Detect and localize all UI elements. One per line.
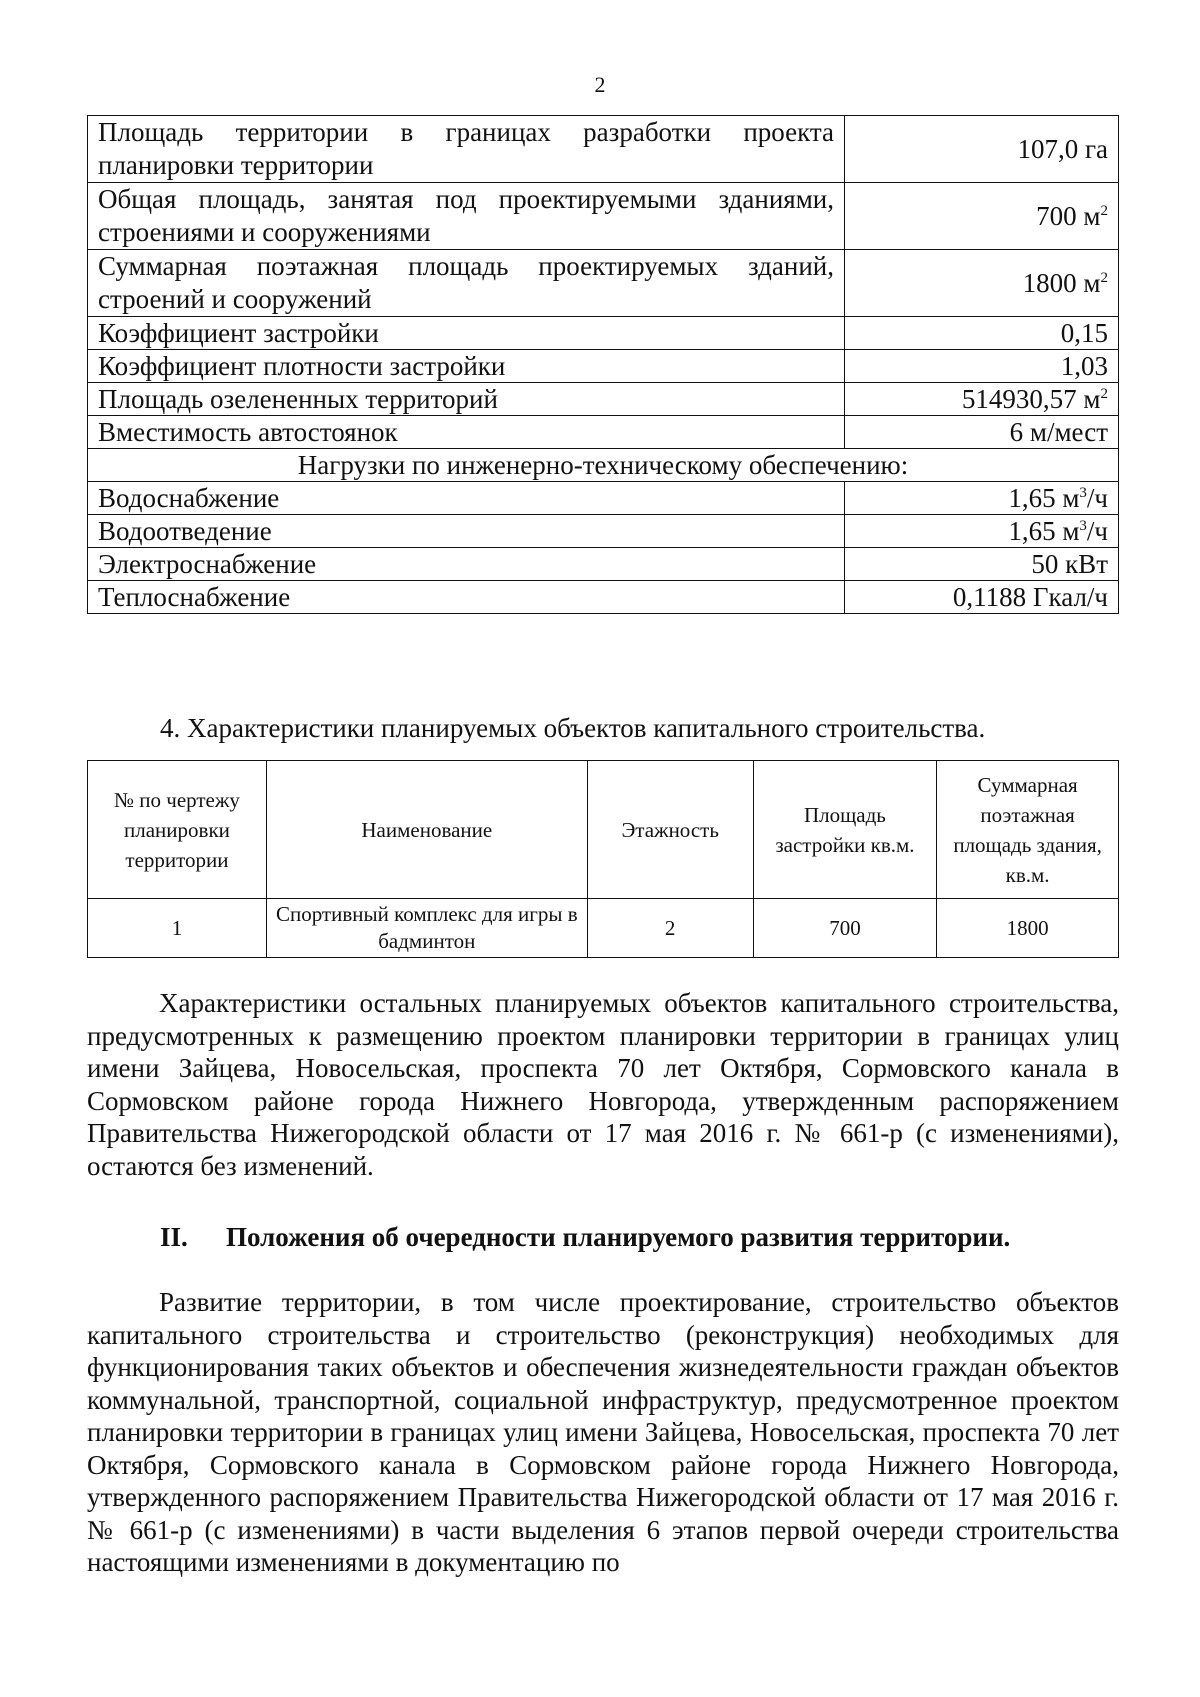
table-cell: 2 [587, 899, 753, 958]
page-number: 2 [594, 72, 606, 97]
objects-table [87, 760, 1119, 958]
param-label: Площадь территории в границах разработки проекта планировки территории [88, 116, 845, 183]
table-row [88, 250, 1119, 317]
table-cell: Спортивный комплекс для игры в бадминтон [266, 899, 587, 958]
param-value: 0,15 [845, 317, 1119, 350]
column-header: Наименование [266, 761, 587, 899]
table-row [88, 548, 1119, 581]
param-label: Вместимость автостоянок [88, 416, 845, 449]
table-row [88, 581, 1119, 614]
load-label: Теплоснабжение [88, 581, 845, 614]
column-header: № по чертежу планировки территории [88, 761, 267, 899]
param-value: 107,0 га [845, 116, 1119, 183]
table-header-row [88, 761, 1119, 899]
load-label: Электроснабжение [88, 548, 845, 581]
table-cell: 700 [753, 899, 937, 958]
parameters-table [87, 115, 1119, 614]
table-row [88, 183, 1119, 250]
param-label: Общая площадь, занятая под проектируемыми зданиями, строениями и сооружениями [88, 183, 845, 250]
param-value: 1800 $м^2$ [845, 250, 1119, 317]
param-value: 1,03 [845, 350, 1119, 383]
table-row [88, 515, 1119, 548]
load-value: 0,1188 Гкал/ч [845, 581, 1119, 614]
param-value: 6 м/мест [845, 416, 1119, 449]
table-row [88, 449, 1119, 482]
section-heading: II. Положения об очередности планируемого развития территории. [160, 1222, 1011, 1252]
table-row [88, 899, 1119, 958]
load-label: Водоотведение [88, 515, 845, 548]
table-row [88, 416, 1119, 449]
column-header: Площадь застройки кв.м. [753, 761, 937, 899]
load-value: 1,65 $м^3/ч$ [845, 482, 1119, 515]
column-header: Этажность [587, 761, 753, 899]
table-row [88, 350, 1119, 383]
section-title: 4. Характеристики планируемых объектов капитального строительства. [160, 713, 986, 743]
load-value: 50 кВт [845, 548, 1119, 581]
param-value: 700 $м^2$ [845, 183, 1119, 250]
table-row [88, 317, 1119, 350]
load-value: 1,65 $м^3/ч$ [845, 515, 1119, 548]
table-row [88, 116, 1119, 183]
param-label: Коэффициент плотности застройки [88, 350, 845, 383]
paragraph-unchanged-characteristics: Характеристики остальных планируемых объектов капитального строительства, предусмотренных к размещению проектом планировки территории в границах улиц имени Зайцева, Новосельская, проспекта 70 лет Октября, Сормовского канала в Сормовском районе города Нижнего Новгорода, утвержденным распоряжением Правительства Нижегородской области от 17 мая 2016 г. № 661-р (с изменениями), остаются без изменений. [87, 988, 1119, 1181]
param-label: Площадь озелененных территорий [88, 383, 845, 416]
table-cell: 1 [88, 899, 267, 958]
param-label: Коэффициент застройки [88, 317, 845, 350]
loads-header: Нагрузки по инженерно-техническому обеспечению: [88, 449, 1119, 482]
paragraph-development-order: Развитие территории, в том числе проектирование, строительство объектов капитального строительства и строительство (реконструкция) необходимых для функционирования таких объектов и обеспечения жизнедеятельности граждан объектов коммунальной, транспортной, социальной инфраструктур, предусмотренное проектом планировки территории в границах улиц имени Зайцева, Новосельская, проспекта 70 лет Октября, Сормовского канала в Сормовском районе города Нижнего Новгорода, утвержденного распоряжением Правительства Нижегородской области от 17 мая 2016 г. № 661-р (с изменениями) в части выделения 6 этапов первой очереди строительства настоящими изменениями в документацию по [87, 1287, 1119, 1577]
table-cell: 1800 [937, 899, 1119, 958]
param-label: Суммарная поэтажная площадь проектируемых зданий, строений и сооружений [88, 250, 845, 317]
load-label: Водоснабжение [88, 482, 845, 515]
param-value: 514930,57 $м^2$ [845, 383, 1119, 416]
table-row [88, 482, 1119, 515]
column-header: Суммарная поэтажная площадь здания, кв.м. [937, 761, 1119, 899]
table-row [88, 383, 1119, 416]
